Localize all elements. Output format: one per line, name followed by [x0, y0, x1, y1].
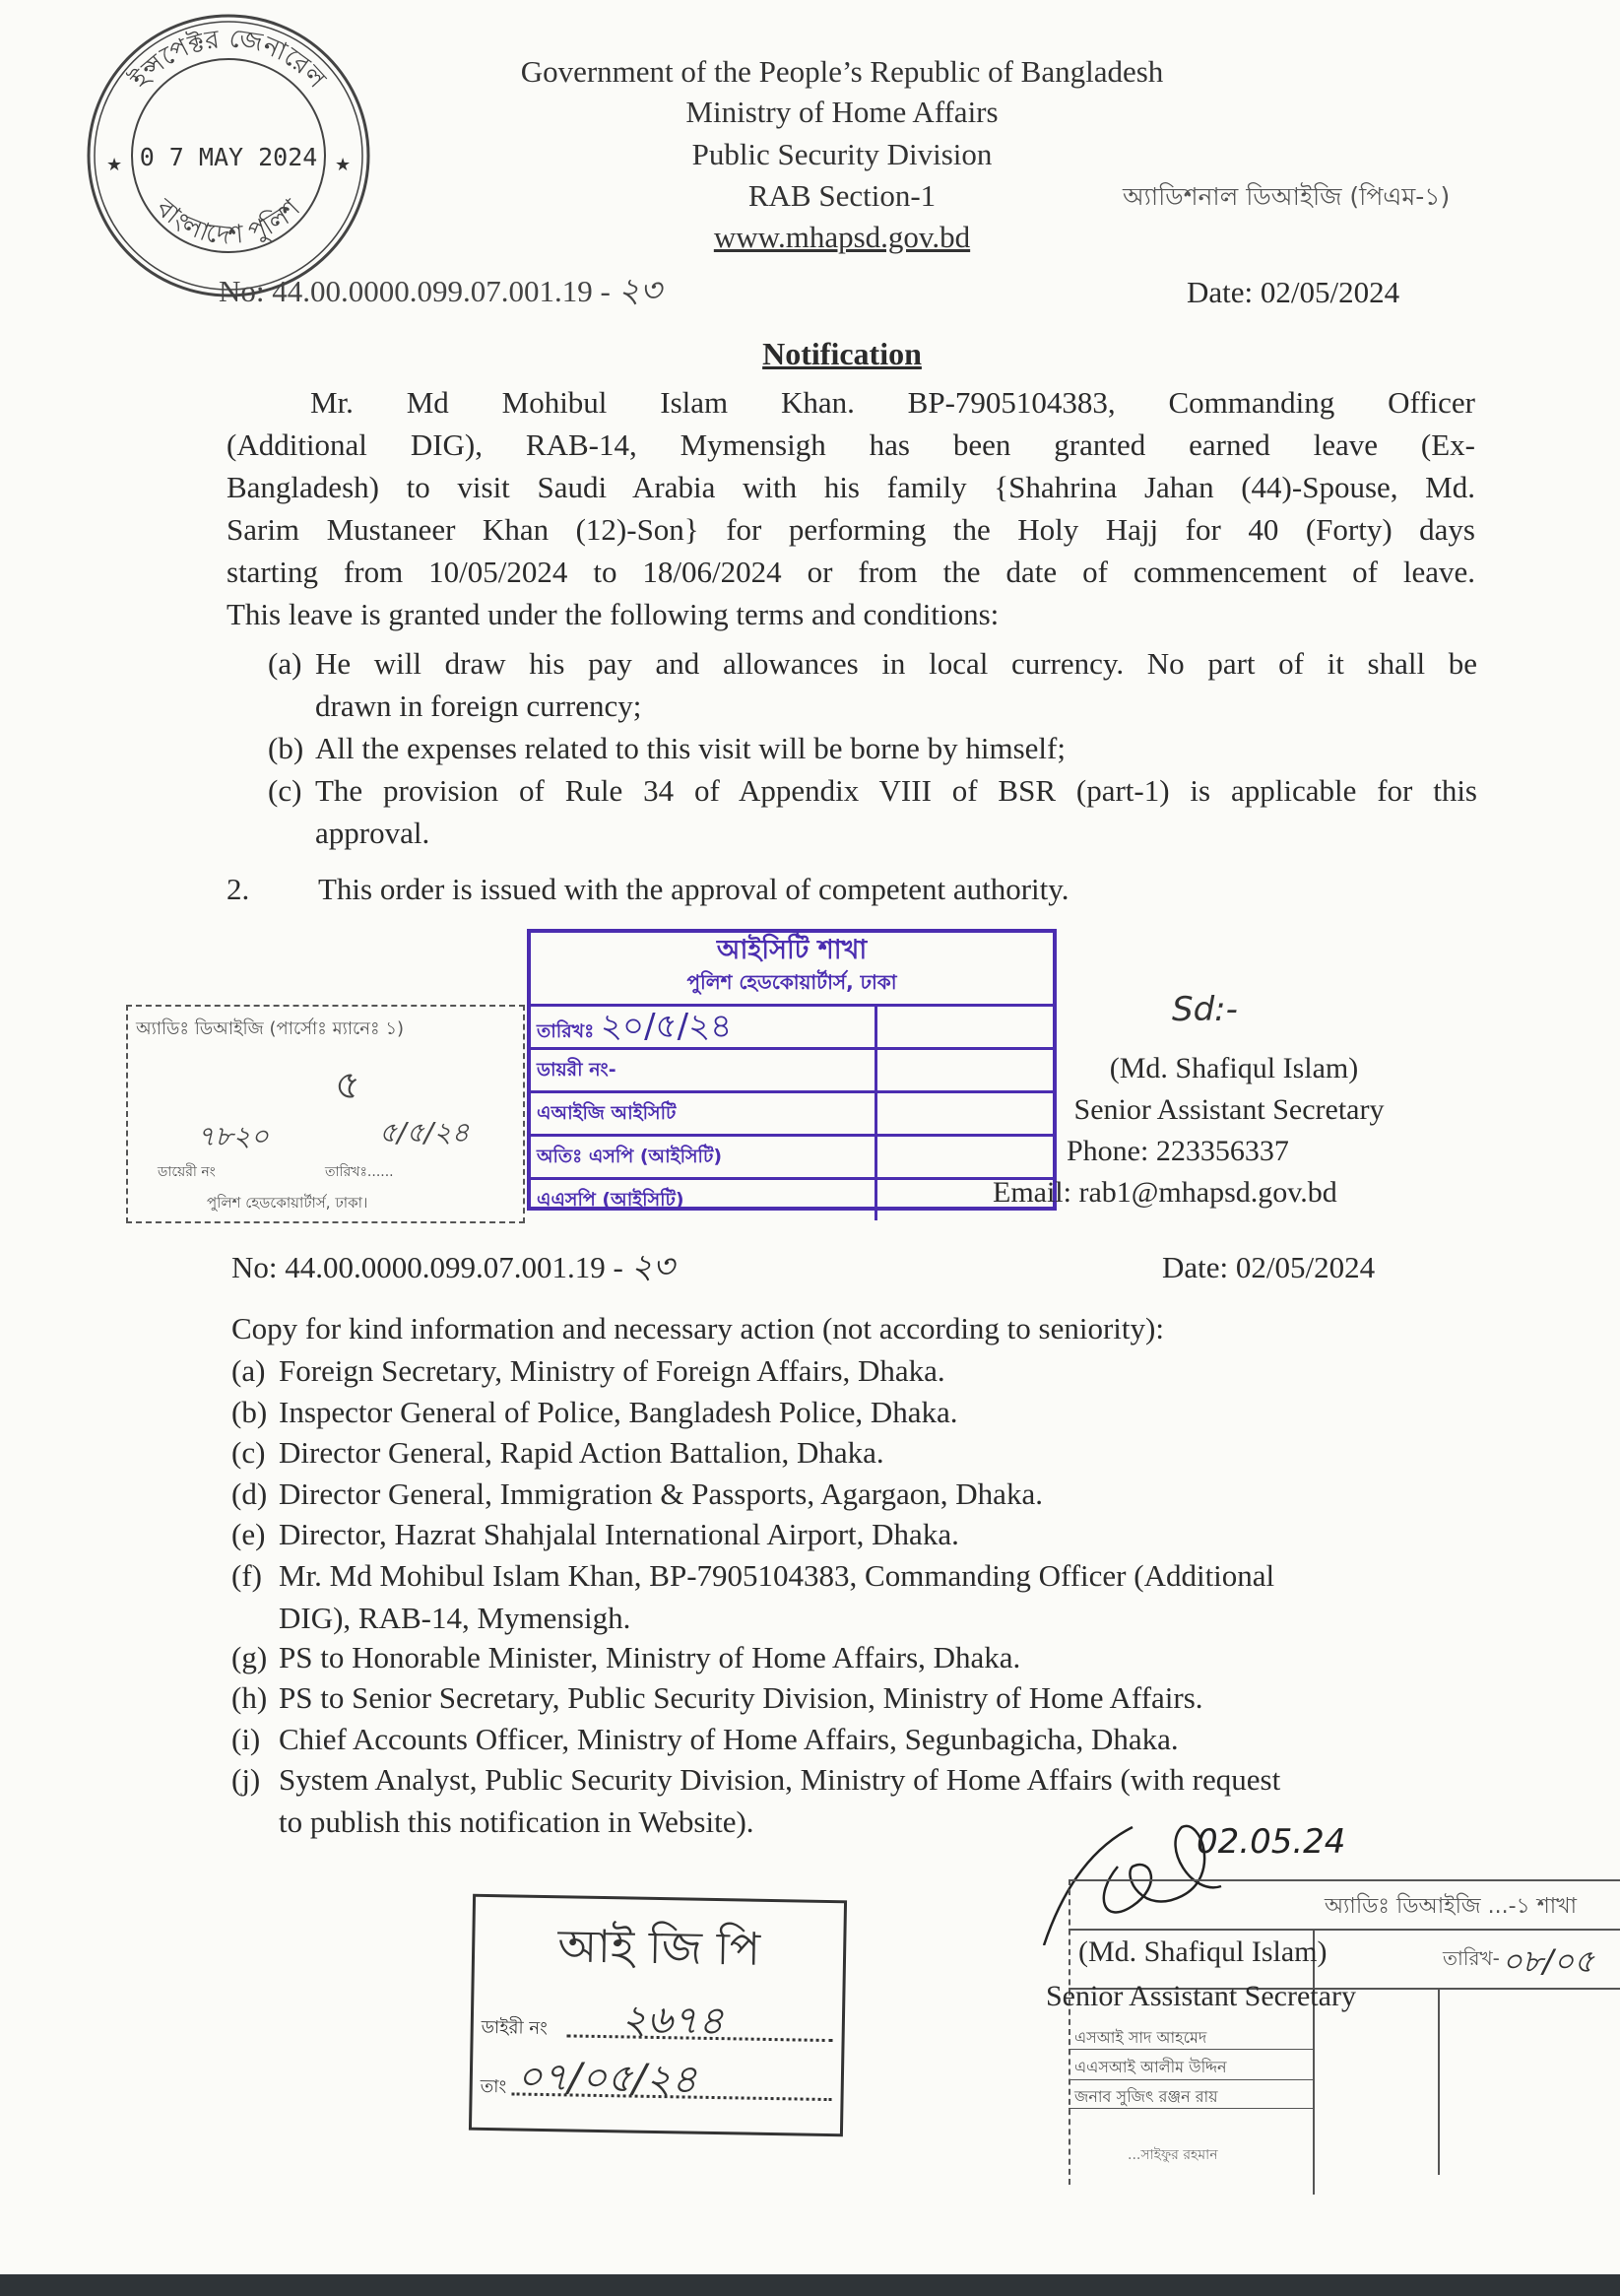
left-stamp-date: ৫/৫/২৪: [379, 1116, 470, 1148]
igp-stamp-title: আই জি পি: [556, 1919, 761, 1976]
seal-top-text: ইন্সপেক্টর জেনারেল: [125, 24, 332, 95]
copy-signer-name: (Md. Shafiqul Islam): [1078, 1935, 1328, 1968]
recipient-text: to publish this notification in Website).: [279, 1804, 754, 1839]
ict-stamp-row: [531, 1007, 1053, 1050]
signer-title: Senior Assistant Secretary: [1073, 1093, 1385, 1126]
recipient-text: Chief Accounts Officer, Ministry of Home Affairs, Segunbagicha, Dhaka.: [279, 1721, 1179, 1756]
star-icon: ★: [335, 155, 352, 174]
recipient-label: (j): [231, 1762, 261, 1797]
copy-recipient: [231, 1554, 1274, 1639]
body-line: Sarim Mustaneer Khan (12)-Son} for performing the Holy Hajj for 40 (Forty) days: [227, 512, 1475, 547]
condition-a: [268, 642, 1477, 727]
condition-text: drawn in foreign currency;: [315, 689, 642, 723]
body-line: This leave is granted under the following terms and conditions:: [227, 597, 1000, 631]
copy-recipient: [231, 1513, 959, 1555]
left-stamp-title: অ্যাডিঃ ডিআইজি (পার্সোঃ ম্যানেঃ ১): [136, 1018, 405, 1039]
copy-number-handwritten: ২৩: [630, 1247, 675, 1286]
left-stamp-diary-label: ডায়েরী নং: [158, 1164, 216, 1180]
header-section: RAB Section-1: [747, 178, 937, 213]
recipient-label: (b): [231, 1394, 268, 1429]
right-stamp-footer: ...সাইফুর রহমান: [1128, 2147, 1218, 2163]
right-stamp-date-value: ০৮/০৫: [1502, 1942, 1594, 1980]
igp-date-label: তাং: [480, 2075, 507, 2098]
right-stamp-row: এএসআই আলীম উদ্দিন: [1074, 2058, 1227, 2076]
para2-text: This order is issued with the approval of competent authority.: [318, 872, 1069, 906]
body-line: Mr. Md Mohibul Islam Khan. BP-7905104383, Commanding Officer: [310, 385, 1475, 420]
recipient-label: (a): [231, 1353, 266, 1388]
signature-sd: Sd:-: [1172, 990, 1238, 1029]
star-icon: ★: [106, 155, 123, 174]
para2-number: 2.: [227, 872, 250, 906]
header-division: Public Security Division: [691, 137, 993, 171]
signer-email-link[interactable]: Email: rab1@mhapsd.gov.bd: [993, 1176, 1337, 1209]
memo-number-text: No: 44.00.0000.099.07.001.19 -: [219, 274, 611, 308]
signer-name: (Md. Shafiqul Islam): [1109, 1052, 1359, 1084]
copy-recipient: [231, 1676, 1203, 1719]
recipient-text: PS to Senior Secretary, Public Security Division, Ministry of Home Affairs.: [279, 1680, 1203, 1715]
ict-stamp-row: [531, 1180, 1053, 1220]
condition-label: (c): [268, 773, 302, 808]
igp-diary-value: ২৬৭৪: [620, 1997, 725, 2045]
ict-row-label: এআইজি আইসিটি: [531, 1093, 877, 1134]
copy-memo-number: [231, 1246, 675, 1288]
recipient-label: (i): [231, 1721, 261, 1756]
scan-bottom-edge: [0, 2274, 1620, 2296]
memo-number-handwritten: ২৩: [617, 271, 662, 310]
recipient-text: Mr. Md Mohibul Islam Khan, BP-7905104383, Commanding Officer (Additional: [279, 1557, 1275, 1593]
copy-recipient: [231, 1718, 1179, 1760]
recipient-label: (d): [231, 1476, 268, 1511]
signature-date: 02.05.24: [1197, 1822, 1346, 1862]
memo-date: Date: 02/05/2024: [1187, 275, 1400, 309]
ict-branch-stamp: [527, 929, 1057, 1211]
copy-signer-title: Senior Assistant Secretary: [1046, 1980, 1356, 2012]
recipient-label: (g): [231, 1639, 268, 1674]
copy-recipient: [231, 1431, 884, 1474]
igp-diary-stamp: [469, 1894, 847, 2137]
copy-intro: Copy for kind information and necessary action (not according to seniority):: [231, 1311, 1164, 1345]
ict-row-label: এএসপি (আইসিটি): [531, 1180, 877, 1220]
recipient-text: Director General, Rapid Action Battalion, Dhaka.: [279, 1435, 884, 1470]
notification-body: [227, 381, 1475, 635]
ict-row-label: অতিঃ এসপি (আইসিটি): [531, 1137, 877, 1177]
recipient-text: Director, Hazrat Shahjalal International Airport, Dhaka.: [279, 1517, 959, 1551]
right-office-stamp: [1069, 1879, 1620, 2195]
header-government: Government of the People’s Republic of Bangladesh: [520, 54, 1164, 89]
recipient-label: (e): [231, 1517, 266, 1551]
ict-stamp-row: [531, 1137, 1053, 1180]
ict-row-value: ২০/৫/২৪: [600, 1007, 733, 1046]
recipient-text: Inspector General of Police, Bangladesh Police, Dhaka.: [279, 1394, 958, 1429]
seal-date: 0 7 MAY 2024: [139, 143, 318, 171]
ict-stamp-row: [531, 1093, 1053, 1137]
recipient-text: Foreign Secretary, Ministry of Foreign Affairs, Dhaka.: [279, 1353, 945, 1388]
condition-b: [268, 727, 1066, 769]
body-line: starting from 10/05/2024 to 18/06/2024 or from the date of commencement of leave.: [227, 555, 1475, 589]
left-stamp-number: ৭৮২০: [197, 1120, 269, 1152]
igp-date-value: ০৭/০৫/২৪: [516, 2054, 698, 2103]
ict-row-label: ডায়রী নং-: [531, 1050, 877, 1090]
recipient-text: System Analyst, Public Security Division, Ministry of Home Affairs (with request: [279, 1762, 1281, 1797]
condition-label: (a): [268, 646, 302, 681]
signer-phone: Phone: 223356337: [1067, 1135, 1289, 1167]
left-stamp-date-label: তারিখঃ......: [325, 1164, 394, 1180]
copy-recipient: [231, 1473, 1043, 1515]
right-stamp-row: এসআই সাদ আহমেদ: [1074, 2028, 1207, 2047]
seal-bottom-text: বাংলাদেশ পুলিশ: [150, 193, 307, 251]
recipient-text: PS to Honorable Minister, Ministry of Home Affairs, Dhaka.: [279, 1639, 1021, 1674]
ict-row-label: তারিখঃ: [537, 1020, 595, 1042]
recipient-label: (h): [231, 1680, 268, 1715]
side-note: অ্যাডিশনাল ডিআইজি (পিএম-১): [1123, 182, 1451, 211]
right-stamp-header: অ্যাডিঃ ডিআইজি ...-১ শাখা: [1325, 1894, 1577, 1919]
body-line: Bangladesh) to visit Saudi Arabia with his family {Shahrina Jahan (44)-Spouse, Md.: [227, 470, 1475, 504]
ict-stamp-row: [531, 1050, 1053, 1093]
ict-stamp-subtitle: পুলিশ হেডকোয়ার্টার্স, ঢাকা: [686, 970, 897, 994]
recipient-text: DIG), RAB-14, Mymensigh.: [279, 1600, 631, 1635]
left-stamp-mark: ৫: [335, 1063, 360, 1108]
left-office-stamp: [126, 1005, 525, 1223]
condition-text: approval.: [315, 816, 430, 850]
condition-label: (b): [268, 731, 304, 765]
right-stamp-row: জনাব সুজিৎ রঞ্জন রায়: [1074, 2087, 1218, 2106]
body-line: (Additional DIG), RAB-14, Mymensigh has been granted earned leave (Ex-: [227, 427, 1475, 462]
copy-recipient: [231, 1391, 958, 1433]
left-stamp-footer: পুলিশ হেডকোয়ার্টার্স, ঢাকা।: [207, 1194, 368, 1212]
condition-text: All the expenses related to this visit will be borne by himself;: [315, 731, 1066, 765]
copy-number-text: No: 44.00.0000.099.07.001.19 -: [231, 1250, 623, 1284]
ict-stamp-title: আইসিটি শাখা: [716, 935, 868, 965]
recipient-text: Director General, Immigration & Passports, Agargaon, Dhaka.: [279, 1476, 1043, 1511]
recipient-label: (c): [231, 1435, 266, 1470]
header-website-link[interactable]: www.mhapsd.gov.bd: [713, 220, 971, 254]
recipient-label: (f): [231, 1557, 262, 1593]
igp-diary-label: ডাইরী নং: [481, 2016, 549, 2040]
condition-text: The provision of Rule 34 of Appendix VIII of BSR (part-1) is applicable for this: [315, 773, 1477, 808]
copy-date: Date: 02/05/2024: [1162, 1250, 1376, 1284]
copy-recipient: [231, 1349, 945, 1392]
condition-c: [268, 769, 1477, 854]
copy-recipient: [231, 1636, 1020, 1678]
notification-title: Notification: [762, 336, 922, 371]
right-stamp-date-label: তারিখ-: [1443, 1946, 1500, 1970]
memo-number: [219, 270, 662, 312]
round-seal: [81, 8, 376, 303]
condition-text: He will draw his pay and allowances in local currency. No part of it shall be: [315, 646, 1477, 681]
header-ministry: Ministry of Home Affairs: [685, 95, 999, 129]
